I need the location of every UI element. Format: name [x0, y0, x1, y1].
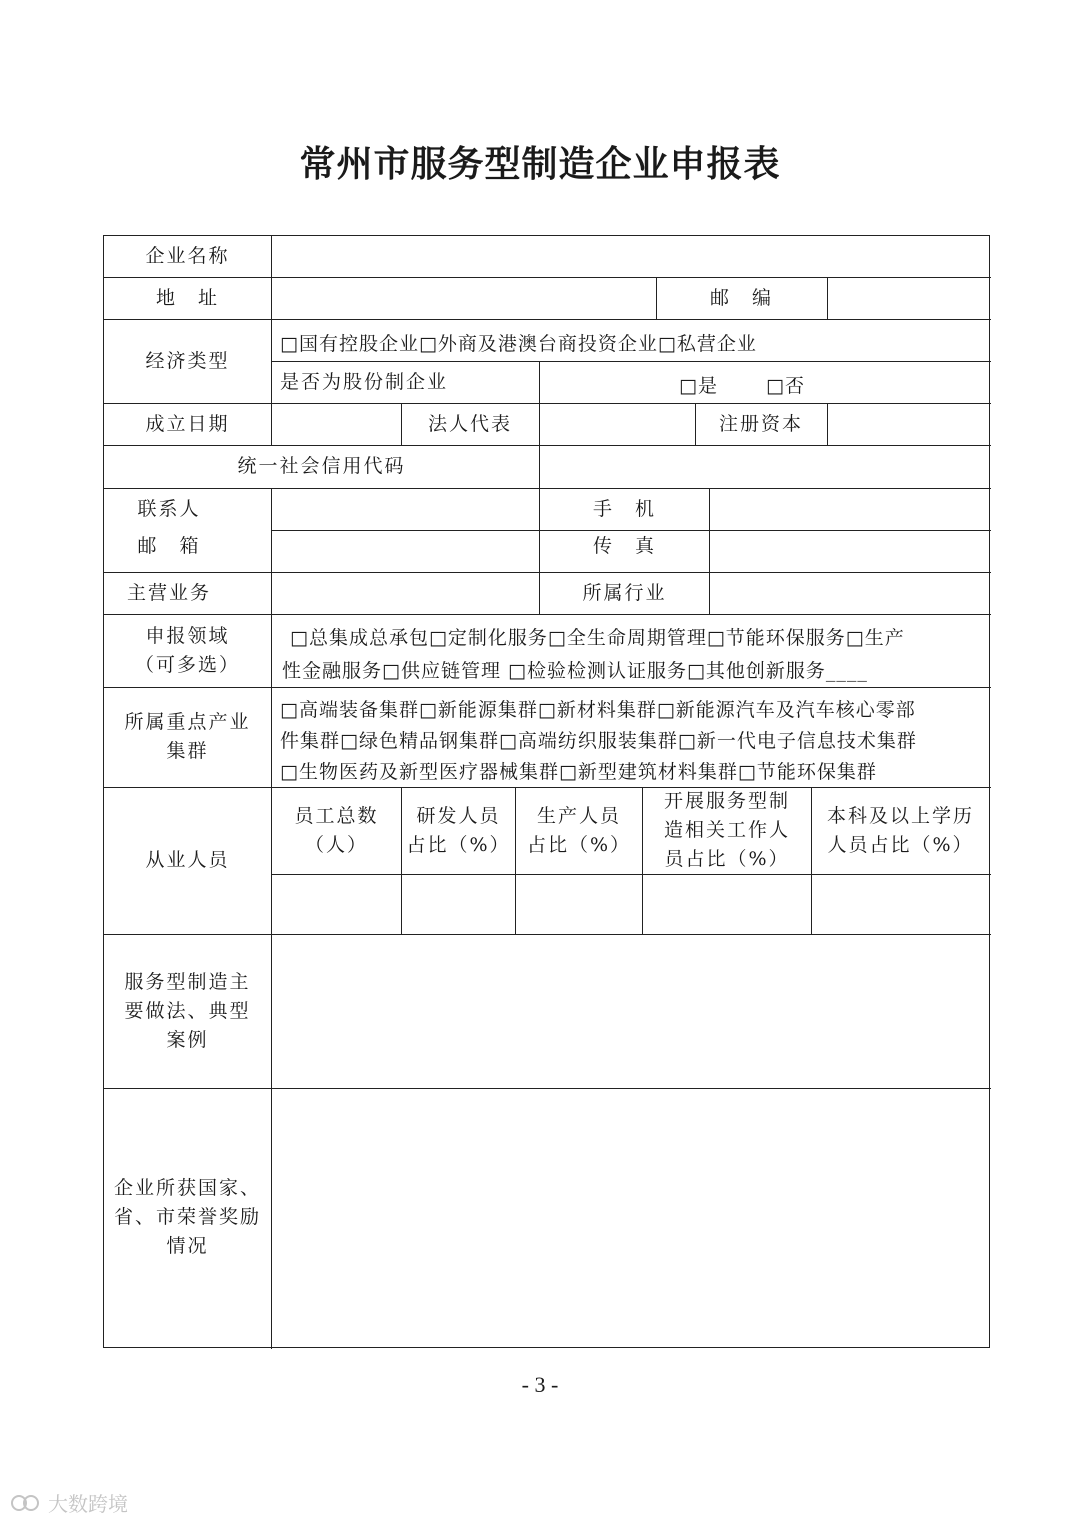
cluster-options-line1[interactable]: □高端装备集群□新能源集群□新材料集群□新能源汽车及汽车核心零部 [280, 699, 916, 721]
staff-total-header: 员工总数 （人） [294, 804, 379, 856]
economic-type-label: 经济类型 [145, 349, 230, 372]
postcode-field[interactable] [828, 277, 989, 319]
registered-capital-field[interactable] [828, 403, 989, 445]
domain-options-line2[interactable]: 性金融服务□供应链管理 □检验检测认证服务□其他创新服务____ [282, 660, 868, 682]
practices-label: 服务型制造主 要做法、典型 案例 [124, 970, 251, 1051]
watermark [10, 1488, 128, 1517]
credit-code-label: 统一社会信用代码 [237, 455, 406, 477]
rd-ratio-header: 研发人员 占比（%） [406, 804, 511, 856]
founding-date-field[interactable] [272, 403, 401, 445]
cluster-label: 所属重点产业 集群 [124, 711, 251, 762]
staff-total-field[interactable] [272, 875, 401, 934]
service-staff-ratio-field[interactable] [643, 875, 811, 934]
joint-stock-yes-option[interactable]: □是 [679, 375, 718, 397]
credit-code-field[interactable] [540, 445, 989, 488]
economic-type-options[interactable]: □国有控股企业□外商及港澳台商投资企业□私营企业 [280, 333, 757, 355]
address-field[interactable] [272, 277, 656, 319]
service-staff-ratio-header: 开展服务型制 造相关工作人 员占比（%） [663, 790, 790, 870]
main-business-label: 主营业务 [126, 581, 211, 604]
company-name-field[interactable] [272, 236, 989, 277]
fax-label: 传 真 [592, 534, 656, 557]
contact-field[interactable] [272, 488, 539, 530]
joint-stock-label: 是否为股份制企业 [280, 370, 449, 393]
practices-field[interactable] [272, 934, 989, 1088]
honors-label: 企业所获国家、 省、市荣誉奖励 情况 [113, 1177, 261, 1257]
application-form-table [103, 235, 990, 1348]
fax-field[interactable] [710, 530, 989, 572]
watermark-text: 大数跨境 [48, 1492, 128, 1516]
production-ratio-field[interactable] [516, 875, 642, 934]
watermark-logo-icon [10, 1491, 42, 1515]
industry-label: 所属行业 [582, 581, 667, 604]
joint-stock-no-option[interactable]: □否 [766, 375, 805, 397]
degree-ratio-header: 本科及以上学历 人员占比（%） [826, 804, 974, 856]
email-label: 邮 箱 [137, 534, 201, 557]
company-name-label: 企业名称 [145, 245, 230, 267]
contact-label: 联系人 [137, 497, 201, 520]
degree-ratio-field[interactable] [812, 875, 989, 934]
founding-date-label: 成立日期 [145, 412, 230, 435]
rd-ratio-field[interactable] [402, 875, 515, 934]
address-label: 地 址 [155, 286, 219, 309]
domain-options-line1[interactable]: □总集成总承包□定制化服务□全生命周期管理□节能环保服务□生产 [290, 627, 905, 649]
mobile-label: 手 机 [592, 497, 656, 520]
main-business-field[interactable] [272, 572, 539, 614]
mobile-field[interactable] [710, 488, 989, 530]
legal-rep-label: 法人代表 [427, 412, 512, 435]
production-ratio-header: 生产人员 占比（%） [526, 804, 632, 856]
registered-capital-label: 注册资本 [718, 412, 803, 435]
industry-field[interactable] [710, 572, 989, 614]
page-number: - 3 - [521, 1372, 559, 1397]
legal-rep-field[interactable] [540, 403, 695, 445]
postcode-label: 邮 编 [709, 286, 773, 309]
cluster-options-line3[interactable]: □生物医药及新型医疗器械集群□新型建筑材料集群□节能环保集群 [280, 761, 877, 783]
domain-label: 申报领域 （可多选） [134, 624, 240, 676]
cluster-options-line2[interactable]: 件集群□绿色精品钢集群□高端纺织服装集群□新一代电子信息技术集群 [280, 730, 917, 752]
form-title: 常州市服务型制造企业申报表 [299, 144, 781, 185]
email-field[interactable] [272, 530, 539, 572]
staff-label: 从业人员 [145, 849, 230, 871]
honors-field[interactable] [272, 1088, 989, 1347]
